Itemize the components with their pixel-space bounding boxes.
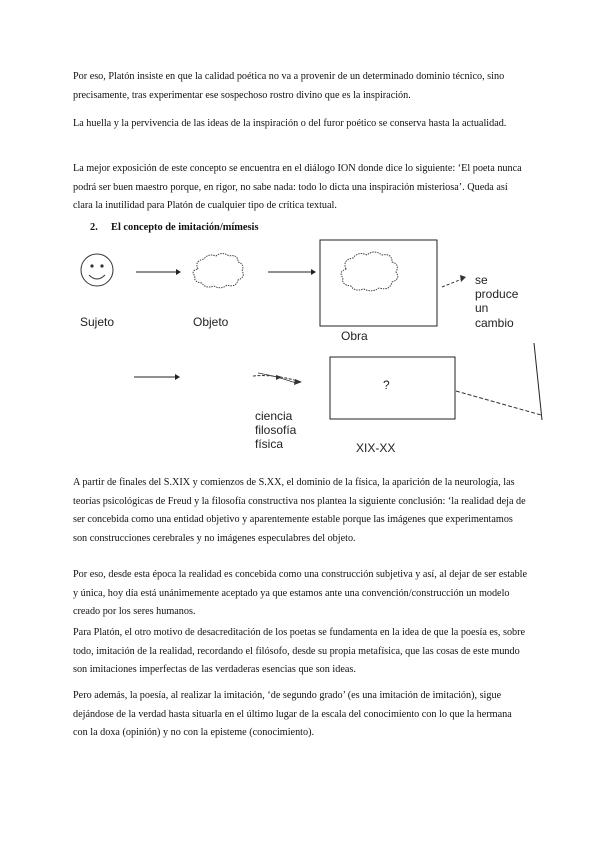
smiley-face-icon <box>81 254 113 286</box>
paragraph-ion: La mejor exposición de este concepto se encuentra en el diálogo ION donde dice lo siguiente: ‘El poeta nunca podrá ser buen maestro porque, en rigor, no sabe nada: todo lo dicta una inspiración misteriosa’. Queda así clara la inutilidad para Platón de cualquier tipo de crítica textual. <box>73 163 522 212</box>
paragraph-construccion: Por eso, desde esta época la realidad es concebida como una construcción subjetiva y así, al dejar de ser estable y única, hoy día está unánimemente aceptado ya que estamos ante una convención/construcción un modelo creado por los seres humanos. <box>73 569 528 618</box>
arrow-objeto-obra <box>268 269 316 275</box>
paragraph-siglo-xix: A partir de finales del S.XIX y comienzos de S.XX, el dominio de la física, la aparición de la neurología, las teorías psicológicas de Freud y la filosofía constructiva nos plantea la siguiente conclusión: ‘la realidad deja de ser concebida como una entidad objetivo y aparentemente estable porque las imágenes que experimentamos son construcciones cerebrales y no imágenes especulabres del objeto. <box>73 477 526 545</box>
question-box <box>330 357 455 419</box>
cloud-obra-icon <box>341 252 398 291</box>
dashed-arrow-cambio <box>442 275 466 287</box>
label-sujeto: Sujeto <box>80 315 115 329</box>
paragraph-platon-imitacion: Para Platón, el otro motivo de desacreditación de los poetas se fundamenta en la idea de que la poesía es, sobre todo, imitación de la realidad, recordando el filósofo, desde su propia metafísica, que las cosas de este mundo son imitaciones imperfectas de las verdaderas esencias que son ideas. <box>73 627 526 676</box>
section-heading <box>90 222 259 233</box>
label-cambio-2: produce <box>475 287 519 301</box>
arrow-second-row <box>134 374 180 380</box>
label-filosofia: filosofía <box>255 423 297 437</box>
section-number: 2. <box>90 222 98 233</box>
paragraph-segundo-grado: Pero además, la poesía, al realizar la imitación, ‘de segundo grado’ (es una imitación de imitación), sigue dejándose de la verdad hasta situarla en el último lugar de la escala del conocimiento con lo que la hermana con la doxa (opinión) y no con la episteme (conocimiento). <box>73 690 512 739</box>
cloud-objeto-icon <box>193 254 243 288</box>
label-objeto: Objeto <box>193 315 229 329</box>
label-question: ? <box>383 378 390 392</box>
label-era: XIX-XX <box>356 441 396 455</box>
label-obra: Obra <box>341 329 368 343</box>
sketch-arrow <box>253 373 302 385</box>
imitation-diagram <box>0 235 600 465</box>
dashed-connector <box>456 391 541 415</box>
paragraph-huella: La huella y la pervivencia de las ideas de la inspiración o del furor poético se conserva hasta la actualidad. <box>73 118 507 129</box>
label-cambio-1: se <box>475 273 488 287</box>
section-title: El concepto de imitación/mímesis <box>111 222 259 233</box>
paragraph-inspiracion: Por eso, Platón insiste en que la calidad poética no va a provenir de un determinado dominio técnico, sino precisamente, tras experimentar ese sospechoso rostro divino que es la inspiración. <box>73 71 505 101</box>
label-cambio-3: un <box>475 301 489 315</box>
label-ciencia: ciencia <box>255 409 293 423</box>
connector-line <box>534 343 542 420</box>
label-cambio-4: cambio <box>475 316 514 330</box>
label-fisica: física <box>255 437 284 451</box>
arrow-sujeto-objeto <box>136 269 181 275</box>
